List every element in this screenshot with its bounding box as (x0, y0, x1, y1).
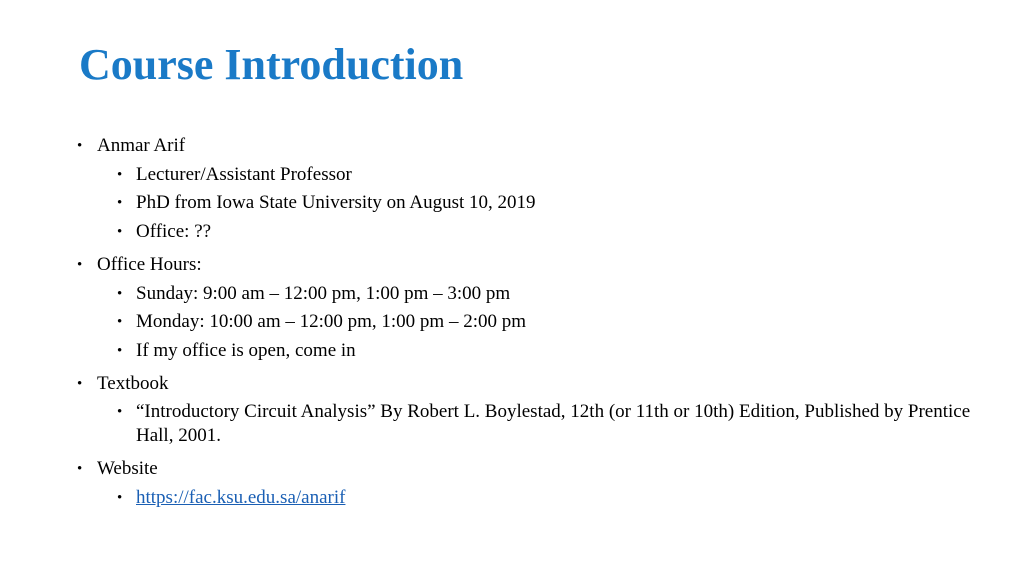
bullet-icon: • (117, 195, 123, 211)
bullet-icon: • (117, 343, 123, 359)
bullet-icon: • (77, 257, 83, 273)
list-item-open-office: If my office is open, come in (136, 340, 356, 361)
section-heading-textbook: Textbook (97, 373, 169, 394)
list-item-phd: PhD from Iowa State University on August 10, 2019 (136, 192, 536, 213)
bullet-icon: • (77, 138, 83, 154)
bullet-icon: • (117, 286, 123, 302)
section-heading-instructor: Anmar Arif (97, 135, 186, 156)
bullet-icon: • (117, 490, 123, 506)
bullet-icon: • (117, 167, 123, 183)
bullet-icon: • (77, 376, 83, 392)
section-heading-website: Website (97, 458, 158, 479)
slide-title: Course Introduction (79, 40, 464, 89)
bullet-icon: • (117, 224, 123, 240)
list-item-monday: Monday: 10:00 am – 12:00 pm, 1:00 pm – 2:00 pm (136, 311, 527, 332)
bullet-icon: • (77, 461, 83, 477)
section-heading-office-hours: Office Hours: (97, 254, 202, 275)
bullet-icon: • (117, 314, 123, 330)
bullet-icon: • (117, 404, 123, 420)
list-item-textbook: “Introductory Circuit Analysis” By Robert L. Boylestad, 12th (or 11th or 10th) Edition, Published by Prentice Hall, 2001. (136, 401, 971, 446)
list-item-office: Office: ?? (136, 221, 212, 242)
website-link[interactable]: https://fac.ksu.edu.sa/anarif (136, 487, 346, 508)
list-item-title: Lecturer/Assistant Professor (136, 164, 352, 185)
list-item-sunday: Sunday: 9:00 am – 12:00 pm, 1:00 pm – 3:00 pm (136, 283, 511, 304)
